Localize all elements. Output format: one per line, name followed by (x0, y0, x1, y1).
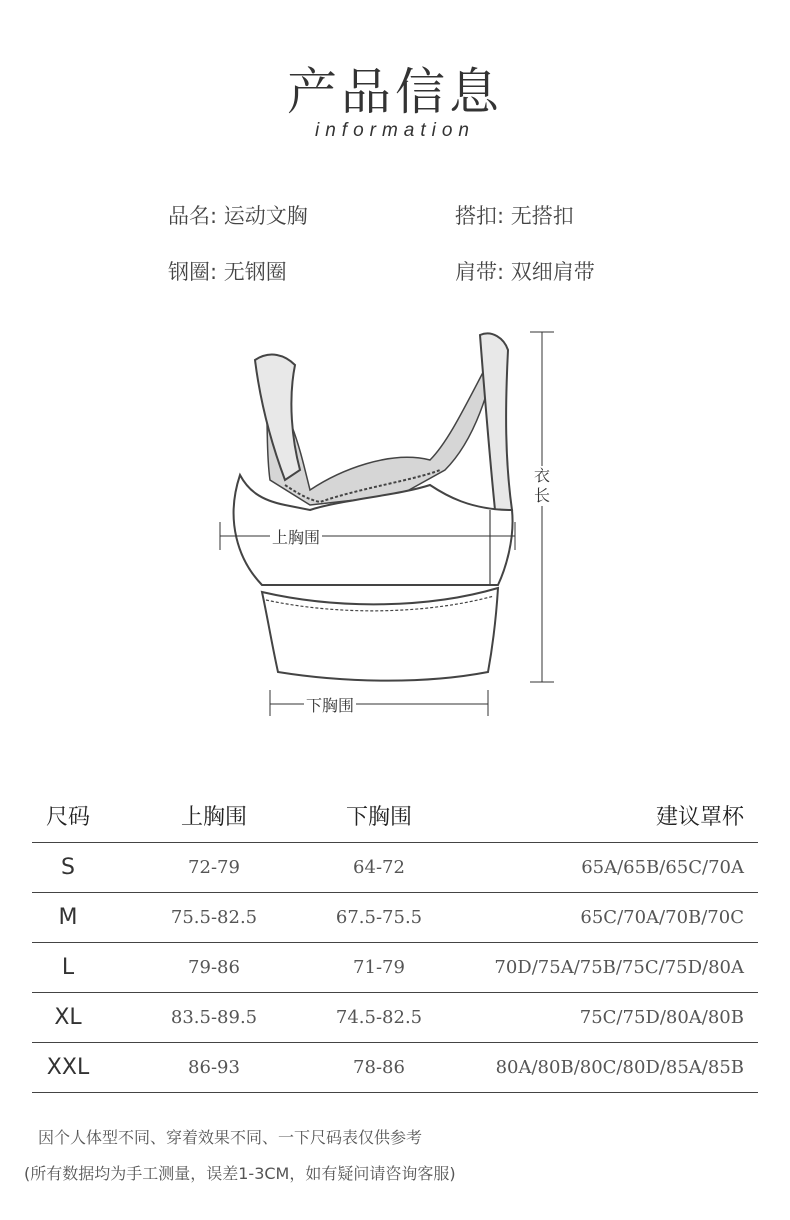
cell-cup: 70D/75A/75B/75C/75D/80A (434, 943, 758, 993)
length-label: 衣长 (533, 466, 550, 505)
cell-under-bust: 71-79 (324, 943, 434, 993)
cell-upper-bust: 72-79 (104, 843, 324, 893)
table-row (32, 943, 758, 993)
table-row (32, 1043, 758, 1093)
page-subtitle: information (315, 120, 475, 141)
size-table (32, 788, 758, 1093)
header-upper-bust: 上胸围 (104, 788, 324, 843)
table-row (32, 893, 758, 943)
spec-product-name (168, 200, 308, 230)
bra-illustration (200, 320, 580, 730)
spec-label: 肩带: (455, 260, 505, 284)
page-title: 产品信息 (287, 63, 503, 121)
spec-underwire (168, 256, 287, 286)
spec-label: 钢圈: (168, 260, 218, 284)
header-size: 尺码 (32, 788, 104, 843)
spec-value: 运动文胸 (223, 204, 308, 228)
cell-cup: 65C/70A/70B/70C (434, 893, 758, 943)
cell-upper-bust: 75.5-82.5 (104, 893, 324, 943)
bra-diagram (200, 320, 580, 730)
table-header-row (32, 788, 758, 843)
spec-clasp (455, 200, 574, 230)
cell-under-bust: 78-86 (324, 1043, 434, 1093)
spec-value: 无搭扣 (510, 204, 574, 228)
cell-cup: 80A/80B/80C/80D/85A/85B (434, 1043, 758, 1093)
spec-label: 品名: (168, 204, 218, 228)
cell-size: M (32, 893, 104, 943)
cell-size: XL (32, 993, 104, 1043)
spec-label: 搭扣: (455, 204, 505, 228)
spec-value: 双细肩带 (510, 260, 595, 284)
table-row (32, 993, 758, 1043)
spec-value: 无钢圈 (223, 260, 287, 284)
cell-upper-bust: 83.5-89.5 (104, 993, 324, 1043)
cell-under-bust: 74.5-82.5 (324, 993, 434, 1043)
measurement-note: (所有数据均为手工测量，误差1-3CM，如有疑问请咨询客服) (24, 1164, 456, 1183)
cell-upper-bust: 86-93 (104, 1043, 324, 1093)
cell-under-bust: 64-72 (324, 843, 434, 893)
cell-cup: 75C/75D/80A/80B (434, 993, 758, 1043)
size-note: 因个人体型不同、穿着效果不同、一下尺码表仅供参考 (38, 1128, 423, 1147)
cell-size: XXL (32, 1043, 104, 1093)
header-under-bust: 下胸围 (324, 788, 434, 843)
under-bust-label: 下胸围 (304, 693, 356, 716)
cell-upper-bust: 79-86 (104, 943, 324, 993)
spec-straps (455, 256, 595, 286)
cell-size: S (32, 843, 104, 893)
upper-bust-label: 上胸围 (270, 525, 322, 548)
header-cup: 建议罩杯 (434, 788, 758, 843)
table-row (32, 843, 758, 893)
cell-size: L (32, 943, 104, 993)
cell-cup: 65A/65B/65C/70A (434, 843, 758, 893)
cell-under-bust: 67.5-75.5 (324, 893, 434, 943)
